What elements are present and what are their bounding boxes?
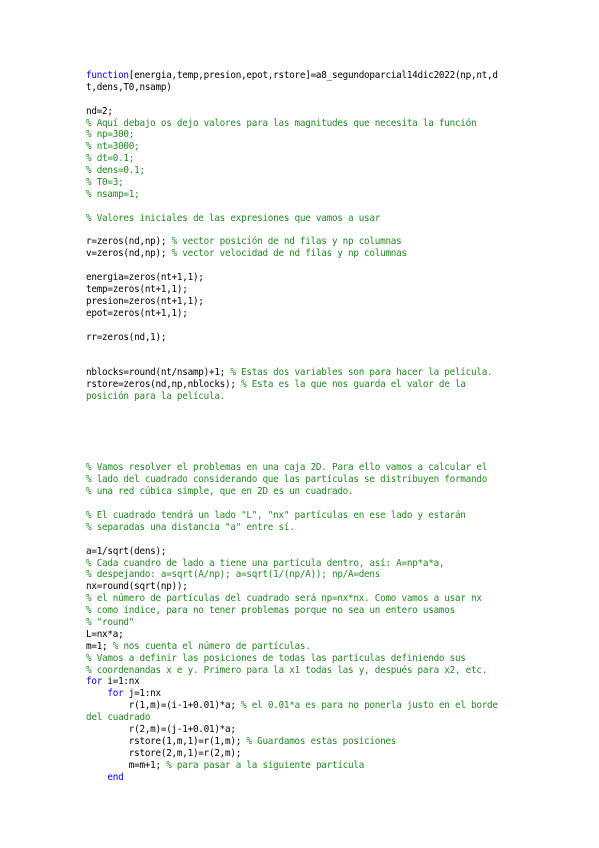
code-line — [86, 248, 566, 260]
comment-token: % vector velocidad de nd filas y np columnas — [171, 248, 407, 260]
code-token: a=1/sqrt(dens); — [86, 545, 167, 557]
code-line — [86, 189, 566, 201]
comment-token: % El cuadrado tendrá un lado "L", "nx" partículas en ese lado y estarán — [86, 509, 466, 521]
code-line — [86, 665, 566, 677]
code-line — [86, 439, 566, 451]
code-line — [86, 391, 566, 403]
code-token: rstore(1,m,1)=r(1,m); — [86, 735, 247, 747]
keyword-token: for — [86, 676, 108, 688]
code-line — [86, 118, 566, 130]
code-line — [86, 296, 566, 308]
comment-token: % Estas dos variables son para hacer la película. — [230, 367, 493, 379]
code-line — [86, 415, 566, 427]
code-line — [86, 700, 566, 712]
comment-token: % Guardamos estas posiciones — [246, 735, 397, 747]
comment-token: % Aquí debajo os dejo valores para las magnitudes que necesita la función — [86, 117, 477, 129]
code-line — [86, 558, 566, 570]
code-line — [86, 748, 566, 760]
code-line — [86, 569, 566, 581]
code-line — [86, 760, 566, 772]
code-token: rstore(2,m,1)=r(2,m); — [86, 747, 242, 759]
code-line — [86, 355, 566, 367]
code-line — [86, 165, 566, 177]
code-line — [86, 772, 566, 784]
comment-token: % el número de partículas del cuadrado será np=nx*nx. Como vamos a usar nx — [86, 593, 482, 605]
code-token: j=1:nx — [128, 688, 161, 700]
code-line — [86, 486, 566, 498]
code-listing — [86, 70, 566, 783]
code-token: nblocks=round(nt/nsamp)+1; — [86, 367, 231, 379]
code-line — [86, 498, 566, 510]
code-line — [86, 308, 566, 320]
code-line — [86, 653, 566, 665]
code-line — [86, 522, 566, 534]
code-token: nd=2; — [86, 105, 113, 117]
code-line — [86, 403, 566, 415]
code-token: energia=zeros(nt+1,1); — [86, 272, 204, 284]
code-line — [86, 201, 566, 213]
code-line — [86, 260, 566, 272]
code-line — [86, 332, 566, 344]
code-line — [86, 581, 566, 593]
code-line — [86, 451, 566, 463]
code-line — [86, 629, 566, 641]
code-token: m=1; — [86, 640, 113, 652]
code-line — [86, 379, 566, 391]
comment-token: % nos cuenta el número de partículas. — [112, 640, 311, 652]
code-line — [86, 427, 566, 439]
code-token: [energia,temp,presion,epot,rstore]=a8_segundoparcial14dic2022(np,nt,d — [128, 70, 498, 81]
code-line — [86, 343, 566, 355]
code-line — [86, 70, 566, 82]
code-line — [86, 462, 566, 474]
code-token — [86, 772, 107, 783]
comment-token: % nsamp=1; — [86, 188, 140, 200]
code-token: L=nx*a; — [86, 628, 124, 640]
keyword-token: for — [107, 688, 129, 700]
code-token: r(2,m)=(j-1+0.01)*a; — [86, 723, 236, 735]
comment-token: % vector posición de nd filas y np columnas — [171, 236, 402, 248]
code-token: r(1,m)=(i-1+0.01)*a; — [86, 700, 242, 712]
code-line — [86, 641, 566, 653]
comment-token: % lado del cuadrado considerando que las partículas se distribuyen formando — [86, 474, 488, 486]
code-line — [86, 129, 566, 141]
code-line — [86, 272, 566, 284]
comment-token: % para pasar a la siguiente partícula — [166, 759, 365, 771]
code-token: m=m+1; — [86, 759, 167, 771]
comment-token: % coordenandas x e y. Primero para la x1 todas las y, después para x2, etc. — [86, 664, 488, 676]
code-line — [86, 676, 566, 688]
code-line — [86, 284, 566, 296]
code-line — [86, 736, 566, 748]
code-line — [86, 712, 566, 724]
code-line — [86, 213, 566, 225]
code-line — [86, 153, 566, 165]
code-token: t,dens,T0,nsamp) — [86, 81, 172, 93]
code-line — [86, 593, 566, 605]
code-token: r=zeros(nd,np); — [86, 236, 172, 248]
code-line — [86, 177, 566, 189]
code-line — [86, 225, 566, 237]
code-token: v=zeros(nd,np); — [86, 248, 172, 260]
code-line — [86, 510, 566, 522]
comment-token: % nt=3000; — [86, 141, 140, 153]
comment-token: posición para la película. — [86, 391, 226, 403]
comment-token: % Valores iniciales de las expresiones que vamos a usar — [86, 212, 381, 224]
comment-token: % separadas una distancia "a" entre sí. — [86, 521, 295, 533]
comment-token: del cuadrado — [86, 712, 151, 724]
keyword-token: function — [86, 70, 129, 81]
comment-token: % despejando: a=sqrt(A/np); a=sqrt(1/(np/A)); np/A=dens — [86, 569, 381, 581]
comment-token: % una red cúbica simple, que en 2D es un cuadrado. — [86, 486, 354, 498]
code-line — [86, 474, 566, 486]
comment-token: % como índice, para no tener problemas porque no sea un entero usamos — [86, 605, 455, 617]
code-line — [86, 534, 566, 546]
comment-token: % el 0.01*a es para no ponerla justo en el borde — [241, 700, 498, 712]
code-token: temp=zeros(nt+1,1); — [86, 284, 188, 296]
code-token: i=1:nx — [107, 676, 140, 688]
keyword-token: end — [107, 771, 124, 783]
comment-token: % Cada cuandro de lado a tiene una partícula dentro, así: A=np*a*a, — [86, 557, 445, 569]
code-token — [86, 688, 107, 699]
code-line — [86, 724, 566, 736]
comment-token: % dens=0.1; — [86, 165, 145, 177]
comment-token: % np=300; — [86, 129, 135, 141]
code-line — [86, 82, 566, 94]
code-line — [86, 605, 566, 617]
code-line — [86, 688, 566, 700]
code-line — [86, 367, 566, 379]
code-line — [86, 320, 566, 332]
comment-token: % "round" — [86, 616, 135, 628]
comment-token: % Vamos resolver el problemas en una caja 2D. Para ello vamos a calcular el — [86, 462, 488, 474]
code-line — [86, 94, 566, 106]
comment-token: % Esta es la que nos guarda el valor de la — [241, 379, 466, 391]
comment-token: % Vamos a definir las posiciones de todas las partículas definiendo sus — [86, 652, 466, 664]
comment-token: % T0=3; — [86, 177, 124, 189]
code-line — [86, 141, 566, 153]
code-token: rstore=zeros(nd,np,nblocks); — [86, 379, 242, 391]
code-token: presion=zeros(nt+1,1); — [86, 295, 204, 307]
code-line — [86, 106, 566, 118]
code-line — [86, 546, 566, 558]
code-token: epot=zeros(nt+1,1); — [86, 307, 188, 319]
code-token: nx=round(sqrt(np)); — [86, 581, 188, 593]
code-line — [86, 617, 566, 629]
code-line — [86, 236, 566, 248]
code-token: rr=zeros(nd,1); — [86, 331, 167, 343]
comment-token: % dt=0.1; — [86, 153, 135, 165]
